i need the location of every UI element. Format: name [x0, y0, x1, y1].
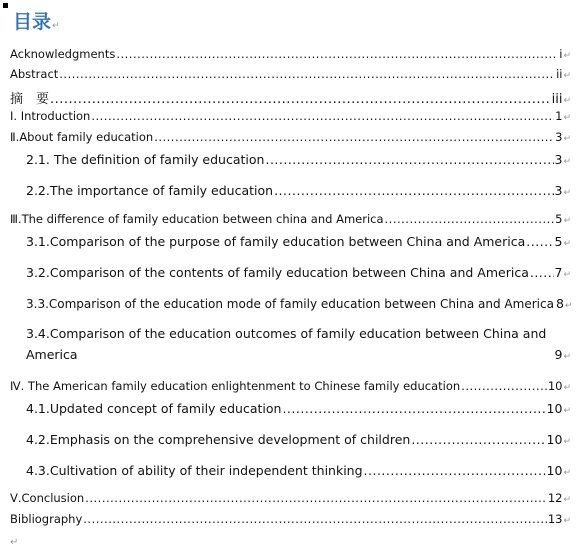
dot-leader: [154, 130, 554, 144]
toc-page-number: 3: [554, 183, 563, 198]
toc-entry-label: 3.2.Comparison of the contents of family education between China and America: [26, 265, 529, 280]
toc-entry-label: Ⅴ.Conclusion: [10, 491, 85, 505]
pilcrow-mark: ↵: [563, 437, 571, 447]
toc-entry-4-3[interactable]: [26, 463, 571, 478]
dot-leader: [461, 379, 547, 393]
toc-page-number: 10: [546, 401, 563, 416]
pilcrow-mark: ↵: [563, 383, 571, 393]
toc-page-number: 10: [546, 432, 563, 447]
toc-entry-3-3[interactable]: [26, 296, 571, 311]
pilcrow-mark: ↵: [563, 352, 571, 362]
pilcrow-mark: ↵: [563, 71, 571, 81]
pilcrow-mark: ↵: [563, 270, 571, 280]
toc-page-number: 1: [555, 109, 563, 123]
toc-entry-label: Acknowledgments: [10, 47, 116, 61]
toc-entry-label: Bibliography: [10, 512, 83, 526]
dot-leader: [265, 152, 553, 167]
toc-entry-label: 4.1.Updated concept of family education: [26, 401, 282, 416]
toc-entry-label: 4.2.Emphasis on the comprehensive development of children: [26, 432, 411, 447]
dot-leader: [411, 432, 545, 447]
toc-entry-3-1[interactable]: [26, 234, 571, 249]
toc-page-number: 3: [554, 152, 563, 167]
toc-entry-label: 3.3.Comparison of the education mode of family education between China and America: [26, 297, 554, 311]
toc-page-number: 7: [554, 265, 563, 280]
dot-leader: [282, 401, 545, 416]
toc-entry-abstract[interactable]: [10, 67, 571, 81]
pilcrow-mark: ↵: [563, 468, 571, 478]
toc-page-number: i: [559, 47, 563, 61]
toc-entry-label: Ⅳ. The American family education enlightenment to Chinese family education: [10, 379, 461, 393]
toc-entry-chinese-abstract[interactable]: [10, 88, 571, 107]
toc-entry-label: 4.3.Cultivation of ability of their independent thinking: [26, 463, 363, 478]
dot-leader: [364, 463, 546, 478]
pilcrow-mark: ↵: [563, 406, 571, 416]
toc-entry-conclusion[interactable]: [10, 491, 571, 505]
toc-title: 目录↵: [13, 11, 60, 33]
dot-leader: [274, 183, 553, 198]
toc-entry-4-2[interactable]: [26, 432, 571, 447]
dot-leader: [385, 212, 555, 226]
toc-page-number: ii: [556, 67, 563, 81]
toc-page-number: 13: [547, 512, 563, 526]
toc-entry-label: Ⅲ.The difference of family education between china and America: [10, 212, 384, 226]
toc-entry-label: Ⅰ. Introduction: [10, 109, 91, 123]
toc-page-number: 9: [554, 347, 563, 362]
toc-page-number: 3: [555, 130, 563, 144]
toc-entry-introduction[interactable]: [10, 109, 571, 123]
toc-entry-label: Ⅱ.About family education: [10, 130, 154, 144]
toc-entry-label-line2: America: [26, 347, 78, 362]
pilcrow-mark: ↵: [563, 113, 571, 123]
dot-leader: [59, 67, 555, 81]
dot-leader: [116, 47, 558, 61]
dot-leader: [50, 92, 551, 107]
toc-entry-enlightenment[interactable]: [10, 379, 571, 393]
toc-entry-label: 2.1. The definition of family education: [26, 152, 265, 167]
toc-entry-label: 2.2.The importance of family education: [26, 183, 274, 198]
toc-page-number: 5: [555, 212, 563, 226]
pilcrow-mark: ↵: [52, 21, 60, 31]
toc-entry-4-1[interactable]: [26, 401, 571, 416]
toc-entry-label: 3.1.Comparison of the purpose of family education between China and America: [26, 234, 526, 249]
dot-leader: [83, 512, 547, 526]
pilcrow-mark: ↵: [563, 96, 571, 106]
toc-page-number: iii: [551, 92, 563, 107]
toc-page-number: 10: [547, 379, 563, 393]
pilcrow-mark: ↵: [563, 239, 571, 249]
pilcrow-mark: ↵: [563, 188, 571, 198]
toc-entry-2-2[interactable]: [26, 183, 571, 198]
dot-leader: [91, 109, 554, 123]
toc-page-number: 5: [554, 234, 563, 249]
pilcrow-mark: ↵: [10, 537, 19, 548]
toc-entry-3-2[interactable]: [26, 265, 571, 280]
pilcrow-mark: ↵: [563, 516, 571, 526]
toc-entry-label-line1: 3.4.Comparison of the education outcomes of family education between China and: [26, 326, 547, 341]
toc-entry-label: Abstract: [10, 67, 59, 81]
dot-leader: [85, 491, 547, 505]
pilcrow-mark: ↵: [563, 134, 571, 144]
toc-entry-3-4[interactable]: [26, 326, 571, 362]
toc-page-number: 8: [555, 296, 564, 311]
dot-leader: [526, 234, 553, 249]
toc-entry-about-family-education[interactable]: [10, 130, 571, 144]
toc-entry-2-1[interactable]: [26, 152, 571, 167]
toc-entry-bibliography[interactable]: [10, 512, 571, 526]
pilcrow-mark: ↵: [563, 51, 571, 61]
toc-page-number: 12: [547, 491, 563, 505]
paragraph-anchor-mark: [3, 3, 8, 8]
toc-entry-difference[interactable]: [10, 212, 571, 226]
pilcrow-mark: ↵: [563, 495, 571, 505]
dot-leader: [530, 265, 554, 280]
pilcrow-mark: ↵: [563, 216, 571, 226]
pilcrow-mark: ↵: [563, 157, 571, 167]
toc-entry-label: 摘 要: [10, 92, 50, 107]
toc-page-number: 10: [546, 463, 563, 478]
pilcrow-mark: ↵: [564, 301, 573, 311]
toc-entry-acknowledgments[interactable]: [10, 47, 571, 61]
